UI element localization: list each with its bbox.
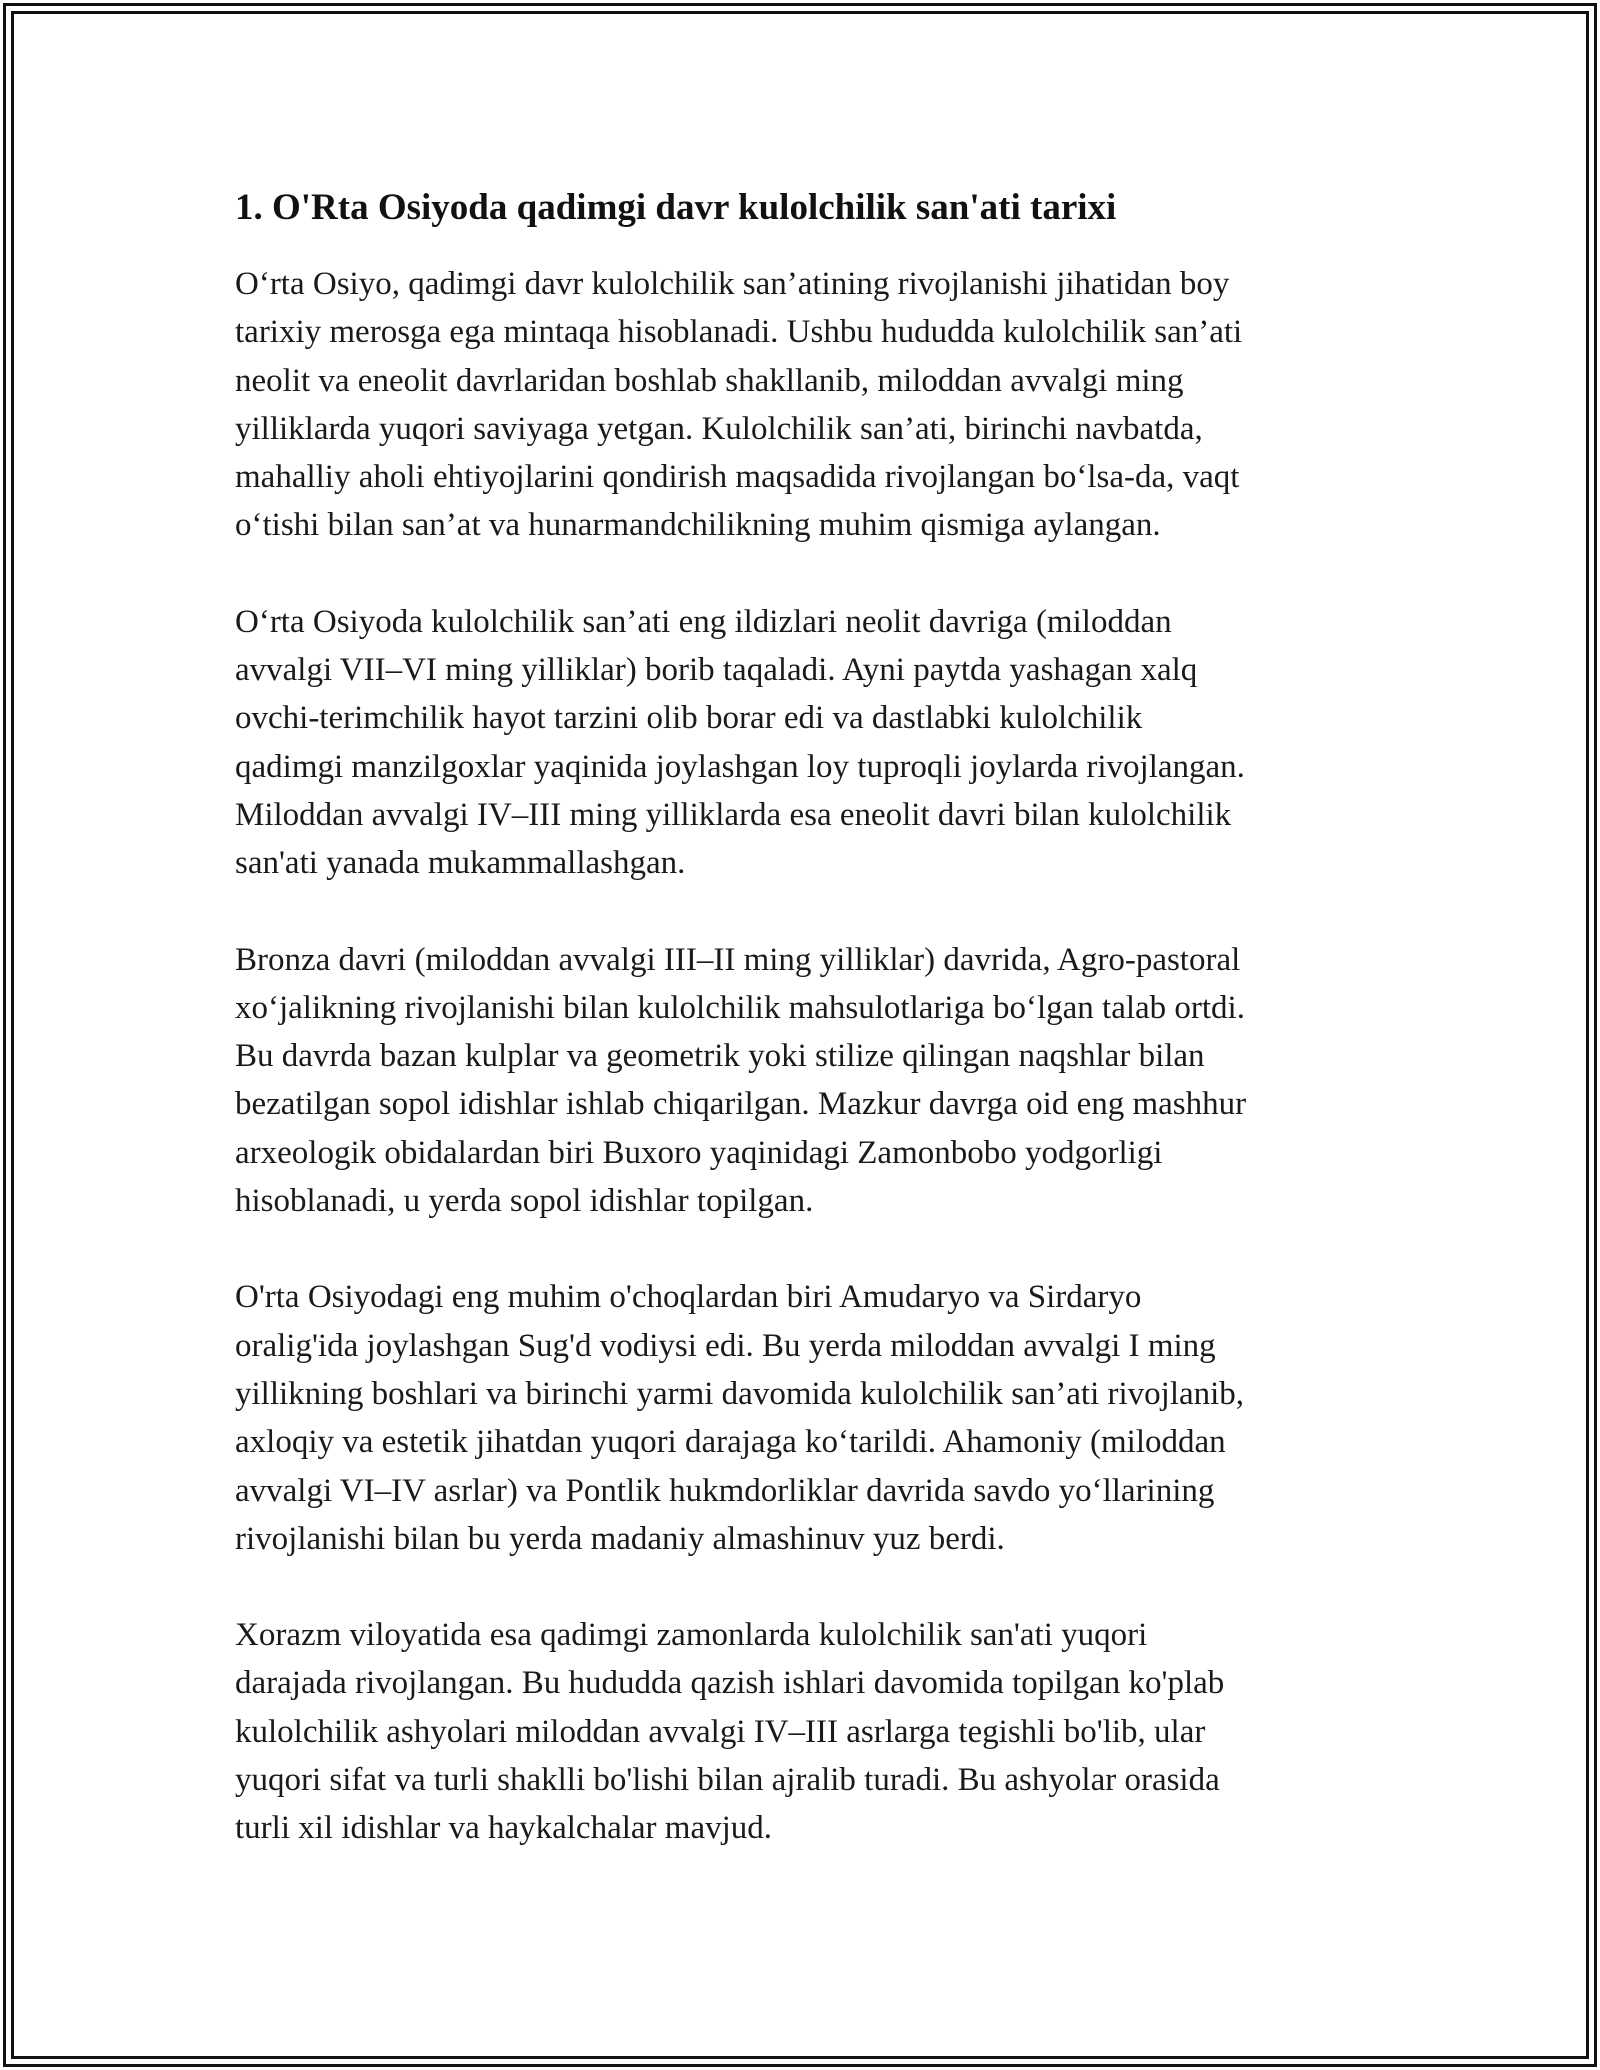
paragraph-line: Miloddan avvalgi IV–III ming yilliklarda esa eneolit davri bilan kulolchilik — [235, 796, 1232, 833]
document-title: 1. O'Rta Osiyoda qadimgi davr kulolchilik san'ati tarixi — [235, 187, 1117, 228]
paragraph-line: oralig'ida joylashgan Sug'd vodiysi edi. Bu yerda miloddan avvalgi I ming — [235, 1327, 1216, 1364]
paragraph-line: mahalliy aholi ehtiyojlarini qondirish maqsadida rivojlangan bo‘lsa-da, vaqt — [235, 459, 1240, 496]
paragraph-line: O'rta Osiyodagi eng muhim o'choqlardan biri Amudaryo va Sirdaryo — [235, 1279, 1142, 1316]
paragraph-line: yilliklarda yuqori saviyaga yetgan. Kulolchilik san’ati, birinchi navbatda, — [235, 410, 1203, 447]
paragraph — [235, 1273, 1395, 1563]
paragraph-line: arxeologik obidalardan biri Buxoro yaqinidagi Zamonbobo yodgorligi — [235, 1134, 1163, 1171]
paragraph-line: kulolchilik ashyolari miloddan avvalgi IV–III asrlarga tegishli bo'lib, ular — [235, 1713, 1206, 1750]
paragraph-line: axloqiy va estetik jihatdan yuqori darajaga ko‘tarildi. Ahamoniy (miloddan — [235, 1424, 1226, 1461]
paragraph-line: neolit va eneolit davrlaridan boshlab shakllanib, miloddan avvalgi ming — [235, 362, 1184, 399]
paragraph-line: avvalgi VI–IV asrlar) va Pontlik hukmdorliklar davrida savdo yo‘llarining — [235, 1472, 1215, 1509]
paragraph-line: Bronza davri (miloddan avvalgi III–II ming yilliklar) davrida, Agro-pastoral — [235, 941, 1241, 978]
paragraph-line: qadimgi manzilgoxlar yaqinida joylashgan loy tuproqli joylarda rivojlangan. — [235, 748, 1245, 785]
paragraph-line: darajada rivojlangan. Bu hududda qazish ishlari davomida topilgan ko'plab — [235, 1665, 1225, 1702]
paragraph-line: Xorazm viloyatida esa qadimgi zamonlarda kulolchilik san'ati yuqori — [235, 1617, 1148, 1654]
paragraph-line: o‘tishi bilan san’at va hunarmandchilikning muhim qismiga aylangan. — [235, 507, 1161, 544]
paragraph-line: avvalgi VII–VI ming yilliklar) borib taqaladi. Ayni paytda yashagan xalq — [235, 652, 1198, 689]
paragraph-line: turli xil idishlar va haykalchalar mavjud. — [235, 1810, 773, 1847]
paragraph-line: tarixiy merosga ega mintaqa hisoblanadi. Ushbu hududda kulolchilik san’ati — [235, 314, 1243, 351]
paragraph-line: O‘rta Osiyo, qadimgi davr kulolchilik san’atining rivojlanishi jihatidan boy — [235, 266, 1230, 302]
paragraph-line: Bu davrda bazan kulplar va geometrik yoki stilize qilingan naqshlar bilan — [235, 1038, 1205, 1075]
paragraph-line: ovchi-terimchilik hayot tarzini olib borar edi va dastlabki kulolchilik — [235, 700, 1143, 737]
paragraph — [235, 936, 1395, 1226]
paragraph — [235, 598, 1395, 888]
paragraph-line: O‘rta Osiyoda kulolchilik san’ati eng ildizlari neolit davriga (miloddan — [235, 603, 1172, 640]
paragraph-line: bezatilgan sopol idishlar ishlab chiqarilgan. Mazkur davrga oid eng mashhur — [235, 1086, 1247, 1123]
paragraph-line: yillikning boshlari va birinchi yarmi davomida kulolchilik san’ati rivojlanib, — [235, 1375, 1245, 1412]
paragraph-line: rivojlanishi bilan bu yerda madaniy almashinuv yuz berdi. — [235, 1520, 1005, 1557]
paragraph-line: san'ati yanada mukammallashgan. — [235, 845, 686, 882]
paragraph — [235, 260, 1395, 550]
paragraph-line: yuqori sifat va turli shaklli bo'lishi bilan ajralib turadi. Bu ashyolar orasida — [235, 1762, 1220, 1799]
paragraph-line: xo‘jalikning rivojlanishi bilan kulolchilik mahsulotlariga bo‘lgan talab ortdi. — [235, 989, 1245, 1026]
paragraph-list — [235, 260, 1395, 1853]
document-body — [235, 178, 1395, 1901]
paragraph-line: hisoblanadi, u yerda sopol idishlar topilgan. — [235, 1183, 814, 1220]
paragraph — [235, 1611, 1395, 1852]
